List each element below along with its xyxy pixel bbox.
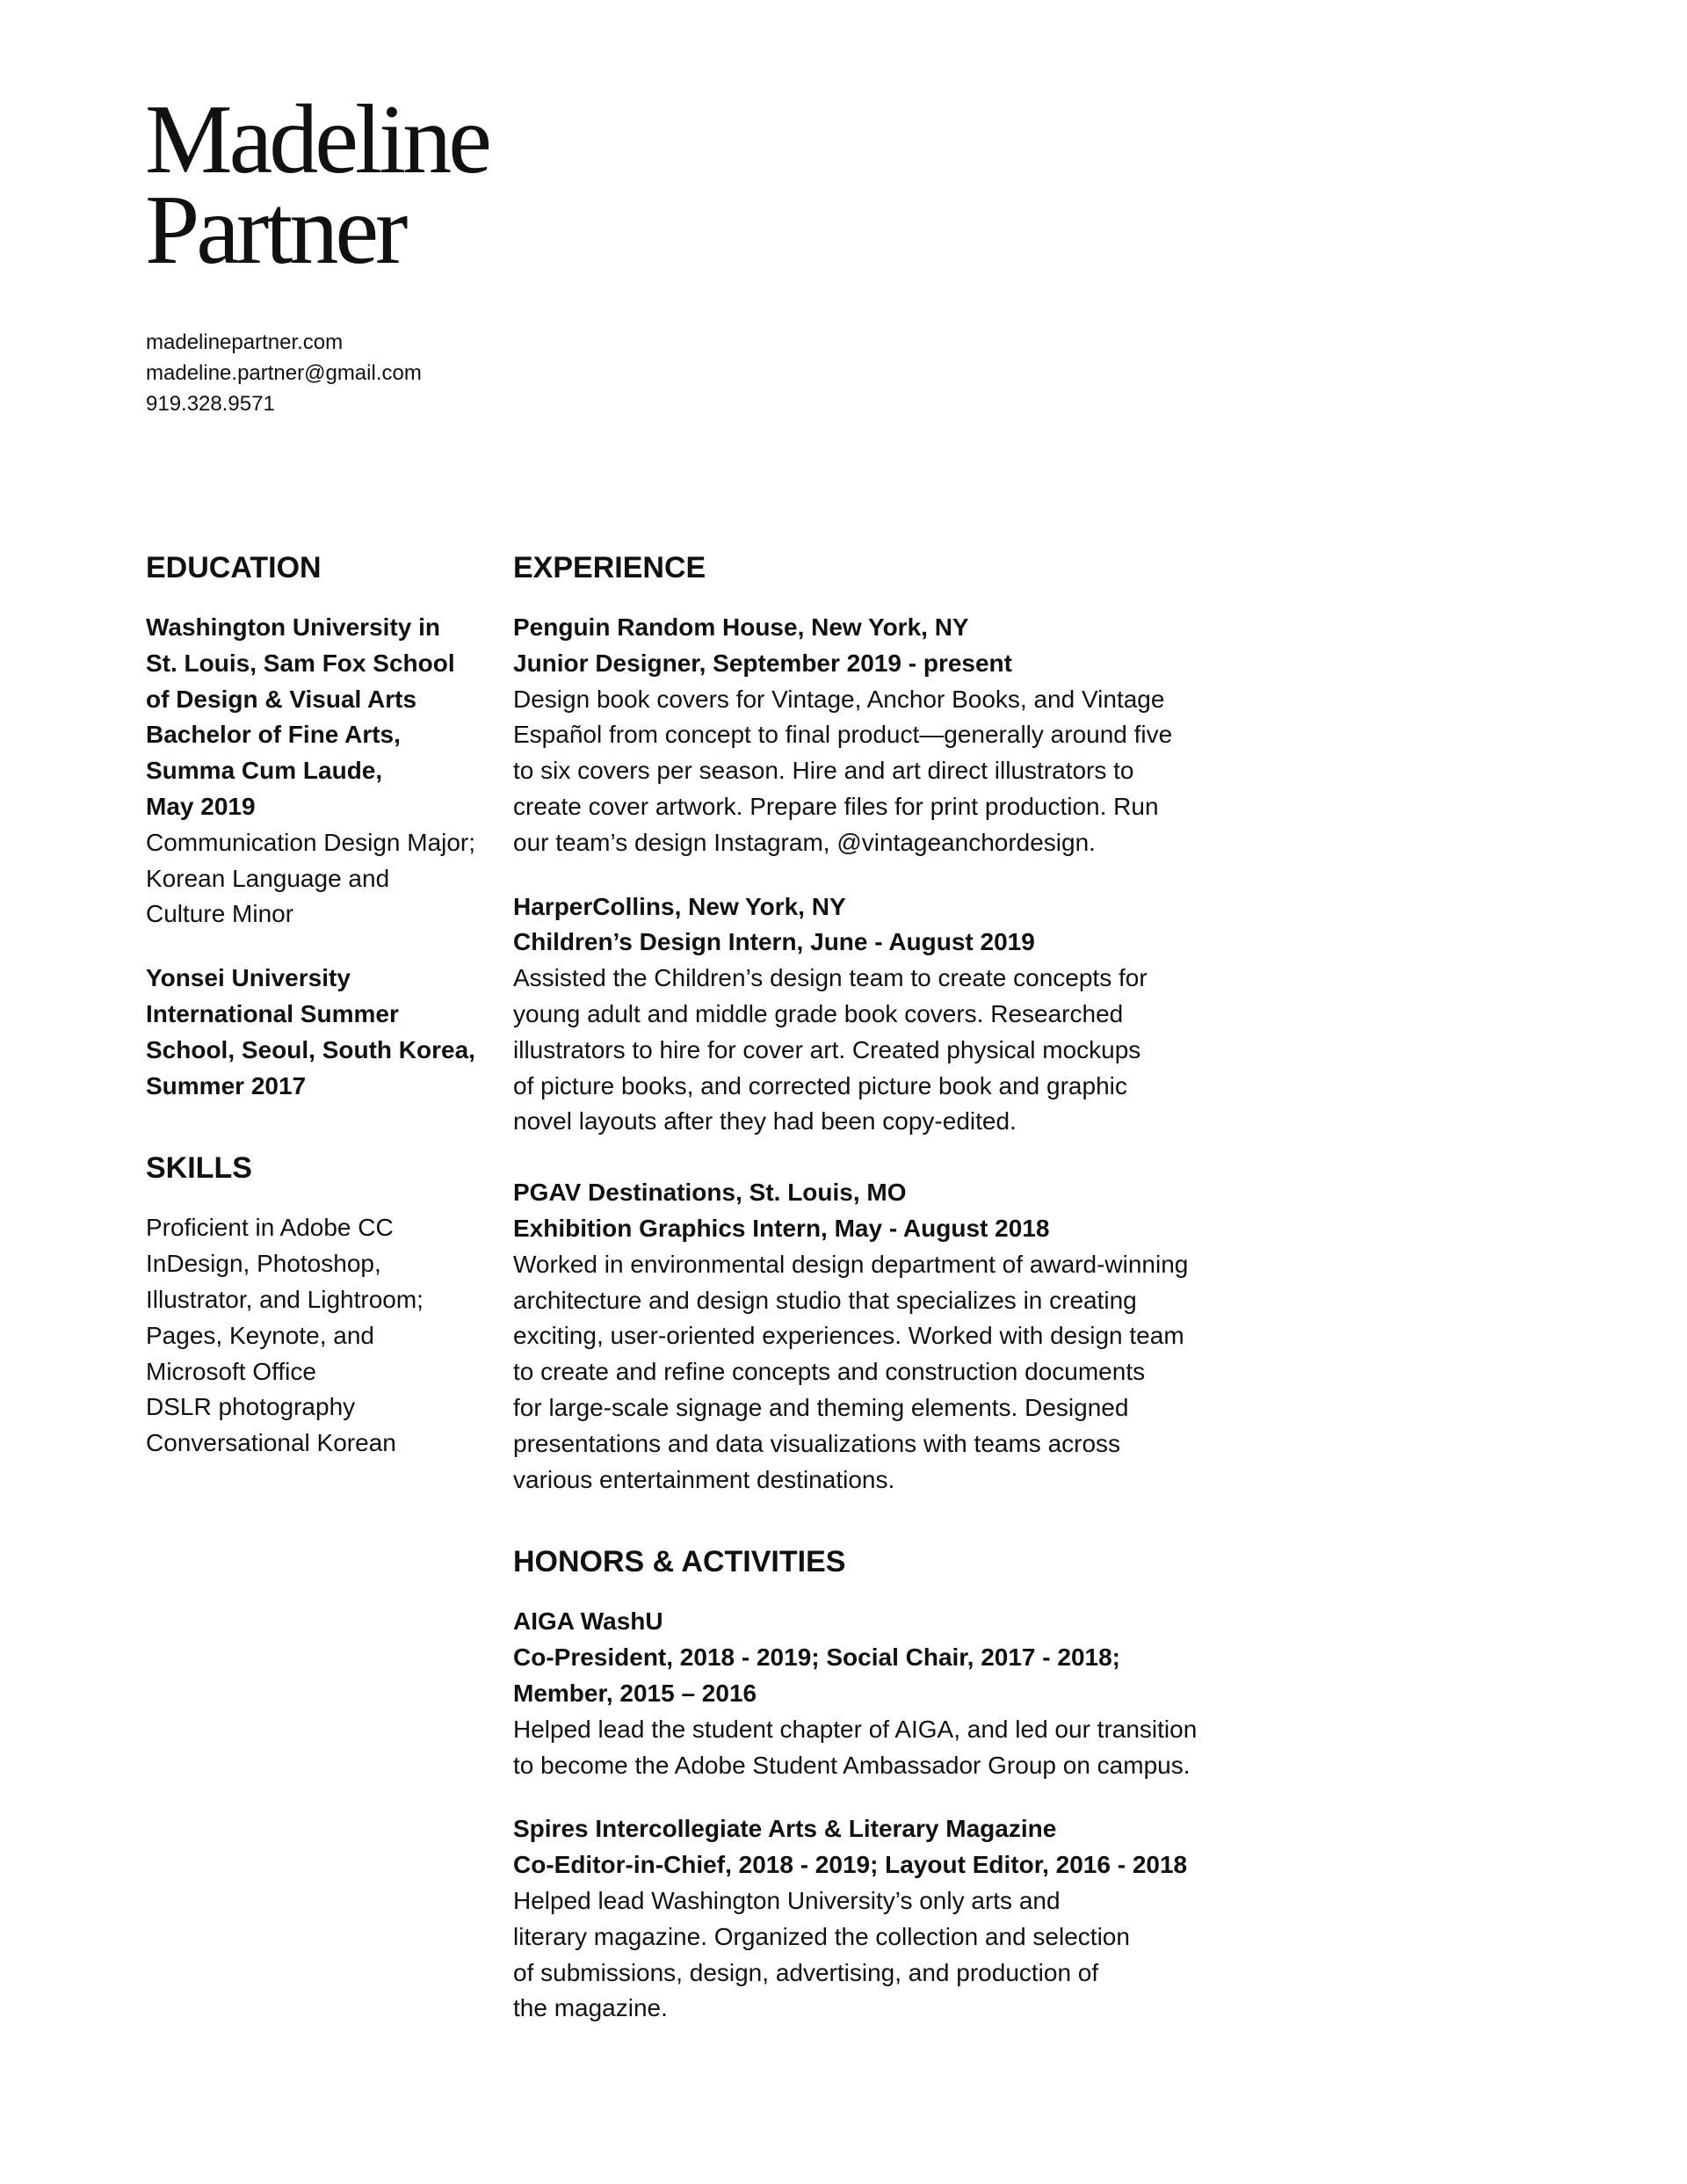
entry-role: Exhibition Graphics Intern, May - August 2018 xyxy=(513,1214,1050,1242)
list-item: Microsoft Office xyxy=(146,1357,316,1385)
honors-section xyxy=(513,1543,1242,2027)
entry-org: Spires Intercollegiate Arts & Literary Magazine xyxy=(513,1815,1057,1843)
entry-text: of submissions, design, advertising, and production of xyxy=(513,1958,1099,1986)
entry-org: Penguin Random House, New York, NY xyxy=(513,613,969,641)
education-entry xyxy=(146,961,489,1104)
right-column xyxy=(513,549,1242,2027)
list-item: Illustrator, and Lightroom; xyxy=(146,1285,424,1313)
honors-entry xyxy=(513,1811,1242,2027)
entry-text: literary magazine. Organized the collection and selection xyxy=(513,1922,1130,1950)
education-heading: EDUCATION xyxy=(146,551,322,584)
entry-text: architecture and design studio that specializes in creating xyxy=(513,1286,1137,1314)
entry-org: AIGA WashU xyxy=(513,1607,663,1636)
phone-link[interactable]: 919.328.9571 xyxy=(146,392,275,416)
entry-text: Assisted the Children’s design team to create concepts for xyxy=(513,964,1148,992)
experience-heading: EXPERIENCE xyxy=(513,551,706,584)
entry-text: novel layouts after they had been copy-edited. xyxy=(513,1107,1017,1136)
entry-text: exciting, user-oriented experiences. Worked with design team xyxy=(513,1322,1184,1350)
applicant-name xyxy=(145,85,489,285)
entry-role: Member, 2015 – 2016 xyxy=(513,1679,757,1707)
list-item: Proficient in Adobe CC xyxy=(146,1214,394,1242)
contact-info xyxy=(146,327,422,419)
entry-text: to six covers per season. Hire and art direct illustrators to xyxy=(513,757,1134,785)
entry-role: Co-President, 2018 - 2019; Social Chair, 2017 - 2018; xyxy=(513,1643,1121,1672)
entry-text: of picture books, and corrected picture book and graphic xyxy=(513,1071,1127,1099)
entry-role: Junior Designer, September 2019 - present xyxy=(513,649,1012,677)
entry-text: Español from concept to final product—generally around five xyxy=(513,721,1173,749)
entry-text: Korean Language and xyxy=(146,864,390,892)
entry-role: Children’s Design Intern, June - August 2019 xyxy=(513,928,1035,956)
education-entry xyxy=(146,610,489,932)
entry-text: illustrators to hire for cover art. Created physical mockups xyxy=(513,1035,1141,1063)
list-item: DSLR photography xyxy=(146,1393,356,1421)
entry-text: Culture Minor xyxy=(146,900,294,928)
entry-text: create cover artwork. Prepare files for print production. Run xyxy=(513,792,1159,820)
skills-section xyxy=(146,1150,489,1462)
list-item: InDesign, Photoshop, xyxy=(146,1250,381,1278)
entry-title: Washington University in xyxy=(146,613,440,641)
entry-title: School, Seoul, South Korea, xyxy=(146,1035,475,1063)
entry-date: Summer 2017 xyxy=(146,1071,307,1099)
entry-text: presentations and data visualizations with teams across xyxy=(513,1429,1121,1457)
entry-text: young adult and middle grade book covers. Researched xyxy=(513,999,1124,1027)
entry-degree: Bachelor of Fine Arts, xyxy=(146,721,401,749)
entry-honor: Summa Cum Laude, xyxy=(146,757,383,785)
entry-title: of Design & Visual Arts xyxy=(146,685,417,713)
entry-text: for large-scale signage and theming elements. Designed xyxy=(513,1393,1129,1421)
entry-text: Worked in environmental design department of award-winning xyxy=(513,1250,1189,1278)
last-name: Partner xyxy=(145,176,405,285)
list-item: Conversational Korean xyxy=(146,1429,396,1457)
entry-text: to create and refine concepts and construction documents xyxy=(513,1358,1146,1386)
entry-role: Co-Editor-in-Chief, 2018 - 2019; Layout Editor, 2016 - 2018 xyxy=(513,1851,1188,1879)
honors-heading: HONORS & ACTIVITIES xyxy=(513,1545,846,1579)
entry-text: the magazine. xyxy=(513,1994,668,2022)
experience-entry xyxy=(513,1175,1242,1498)
entry-text: Helped lead Washington University’s only arts and xyxy=(513,1886,1061,1914)
left-column xyxy=(146,549,489,1462)
email-link[interactable]: madeline.partner@gmail.com xyxy=(146,361,422,385)
education-section xyxy=(146,549,489,1104)
entry-title: Yonsei University xyxy=(146,964,351,992)
entry-org: HarperCollins, New York, NY xyxy=(513,892,846,920)
experience-section xyxy=(513,549,1242,1498)
first-name: Madeline xyxy=(145,85,489,194)
skills-list xyxy=(146,1210,489,1462)
entry-date: May 2019 xyxy=(146,792,256,820)
entry-org: PGAV Destinations, St. Louis, MO xyxy=(513,1179,907,1207)
honors-entry xyxy=(513,1604,1242,1783)
skills-heading: SKILLS xyxy=(146,1151,252,1186)
entry-text: various entertainment destinations. xyxy=(513,1465,895,1493)
list-item: Pages, Keynote, and xyxy=(146,1321,374,1349)
website-link[interactable]: madelinepartner.com xyxy=(146,330,344,354)
entry-text: Design book covers for Vintage, Anchor Books, and Vintage xyxy=(513,685,1165,713)
entry-text: to become the Adobe Student Ambassador Group on campus. xyxy=(513,1751,1191,1779)
entry-text: Helped lead the student chapter of AIGA, and led our transition xyxy=(513,1715,1198,1743)
experience-entry xyxy=(513,610,1242,861)
entry-title: St. Louis, Sam Fox School xyxy=(146,649,455,677)
experience-entry xyxy=(513,889,1242,1141)
entry-text: our team’s design Instagram, @vintageanchordesign. xyxy=(513,828,1096,856)
entry-text: Communication Design Major; xyxy=(146,828,476,856)
entry-title: International Summer xyxy=(146,999,399,1027)
